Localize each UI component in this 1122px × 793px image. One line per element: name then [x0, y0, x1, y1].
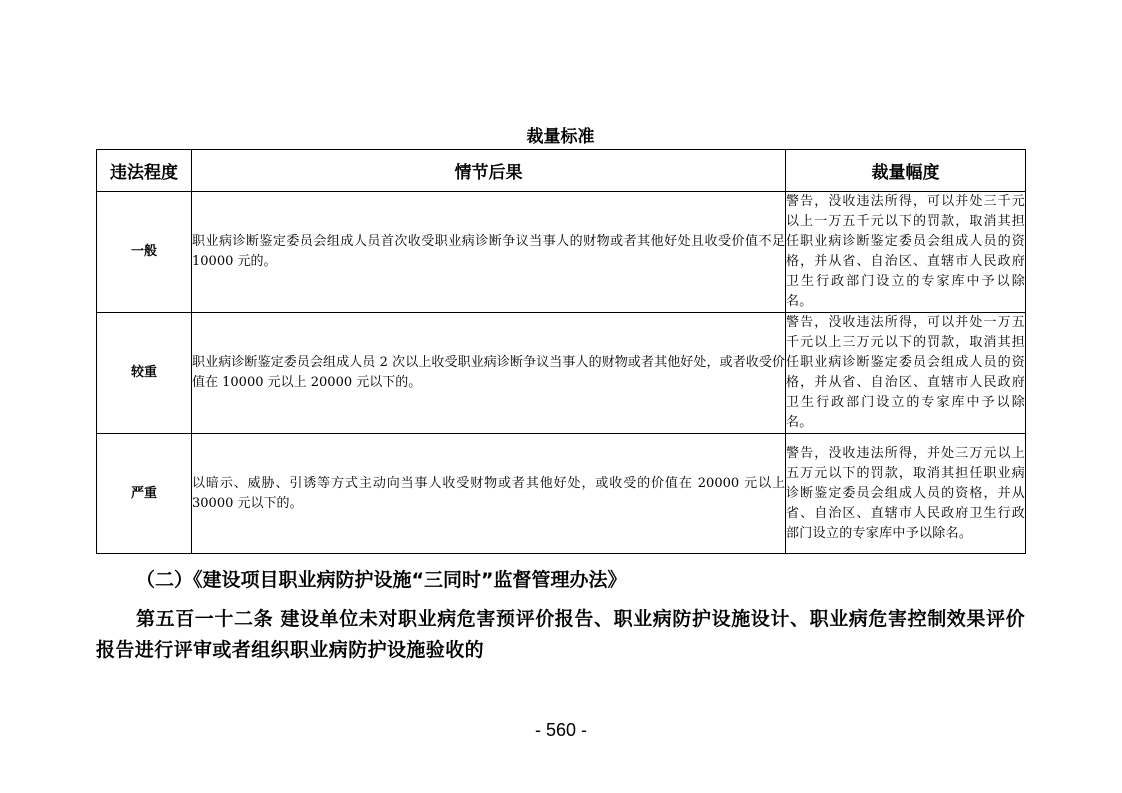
- violation-level-cell: 较重: [97, 313, 192, 434]
- penalty-standard-table: [96, 149, 1026, 554]
- table-row: [97, 313, 1026, 434]
- article-paragraph: 第五百一十二条 建设单位未对职业病危害预评价报告、职业病防护设施设计、职业病危害控制效果评价报告进行评审或者组织职业病防护设施验收的: [96, 608, 1025, 661]
- violation-level-cell: 一般: [97, 192, 192, 313]
- header-penalty-range: 裁量幅度: [786, 150, 1026, 192]
- table-row: [97, 434, 1026, 554]
- penalty-range-cell: 警告，没收违法所得，可以并处三千元以上一万五千元以下的罚款，取消其担任职业病诊断鉴定委员会组成人员的资格，并从省、自治区、直辖市人民政府卫生行政部门设立的专家库中予以除名。: [786, 192, 1026, 313]
- table-title: 裁量标准: [526, 127, 595, 147]
- table-header-row: [97, 150, 1026, 192]
- table-row: [97, 192, 1026, 313]
- section-heading: （二）《建设项目职业病防护设施“三同时”监督管理办法》: [136, 569, 627, 591]
- page-number: - 560 -: [534, 720, 588, 740]
- penalty-range-cell: 警告，没收违法所得，并处三万元以上五万元以下的罚款，取消其担任职业病诊断鉴定委员会组成人员的资格，并从省、自治区、直辖市人民政府卫生行政部门设立的专家库中予以除名。: [786, 434, 1026, 554]
- violation-level-cell: 严重: [97, 434, 192, 554]
- header-violation-level: 违法程度: [97, 150, 192, 192]
- circumstance-cell: 以暗示、威胁、引诱等方式主动向当事人收受财物或者其他好处，或收受的价值在 20000 元以上 30000 元以下的。: [192, 434, 786, 554]
- penalty-range-cell: 警告，没收违法所得，可以并处一万五千元以上三万元以下的罚款，取消其担任职业病诊断鉴定委员会组成人员的资格，并从省、自治区、直辖市人民政府卫生行政部门设立的专家库中予以除名。: [786, 313, 1026, 434]
- header-circumstances: 情节后果: [192, 150, 786, 192]
- circumstance-cell: 职业病诊断鉴定委员会组成人员 2 次以上收受职业病诊断争议当事人的财物或者其他好处，或者收受价值在 10000 元以上 20000 元以下的。: [192, 313, 786, 434]
- circumstance-cell: 职业病诊断鉴定委员会组成人员首次收受职业病诊断争议当事人的财物或者其他好处且收受价值不足 10000 元的。: [192, 192, 786, 313]
